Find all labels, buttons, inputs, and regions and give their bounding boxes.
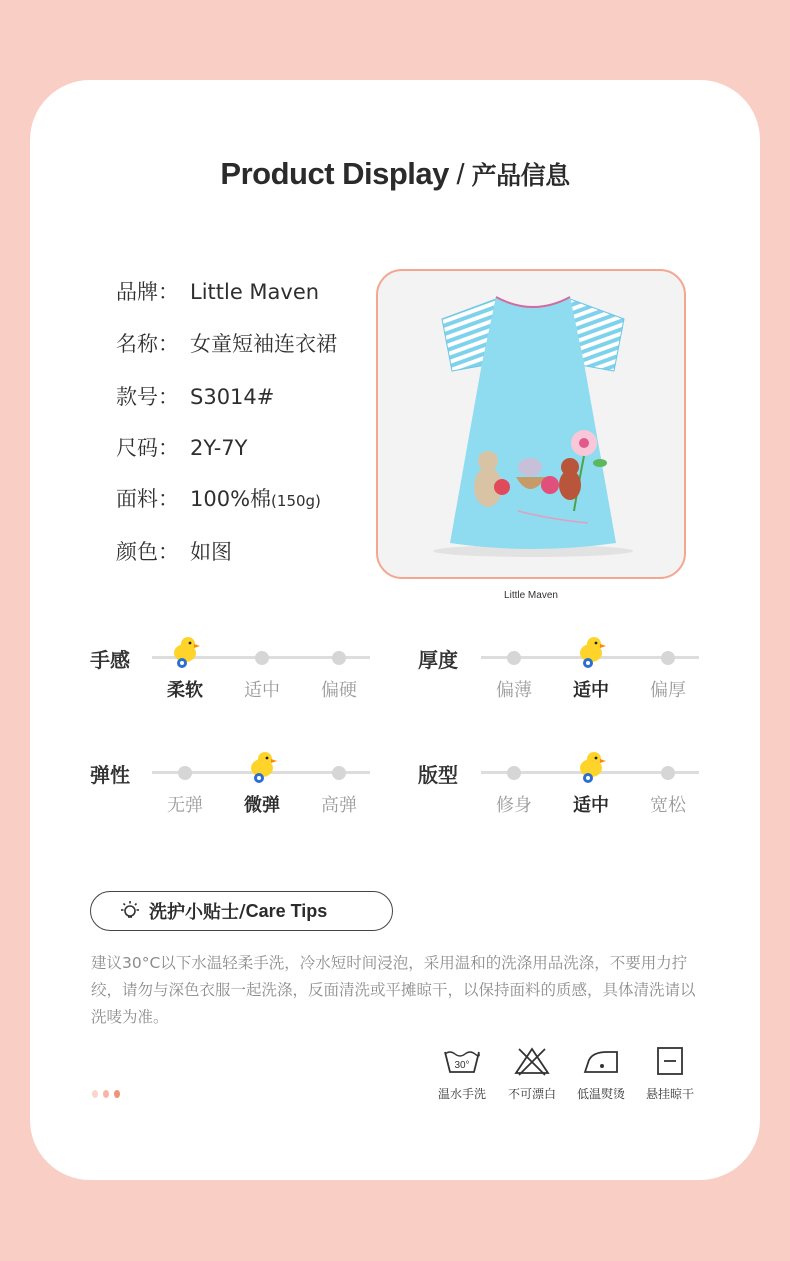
attribute-option: 微弹: [244, 795, 280, 816]
spec-fabric: 面料： 100%棉(150g): [116, 487, 321, 511]
slider-dot: [332, 766, 346, 780]
slider-dot: [332, 651, 346, 665]
slider-dot: [255, 651, 269, 665]
attribute-option: 偏薄: [496, 680, 532, 701]
care-icon-hang-dry: 悬挂晾干: [640, 1046, 700, 1102]
attribute-option: 偏硬: [321, 680, 357, 701]
spec-size: 尺码： 2Y-7Y: [116, 436, 248, 460]
title-separator: /: [448, 159, 472, 191]
attribute-option: 适中: [244, 680, 280, 701]
hang-dry-icon: [650, 1046, 690, 1076]
duck-marker-icon: [574, 635, 608, 671]
pager-dot-2: [103, 1090, 109, 1098]
attribute-option: 偏厚: [650, 680, 686, 701]
spec-style-number: 款号： S3014#: [116, 385, 275, 409]
hand-wash-30-icon: [442, 1046, 482, 1076]
attribute-option: 适中: [573, 680, 609, 701]
svg-text:30°: 30°: [454, 1060, 470, 1071]
slider-dot: [507, 766, 521, 780]
slider-dot: [507, 651, 521, 665]
duck-marker-icon: [574, 750, 608, 786]
attribute-option: 高弹: [321, 795, 357, 816]
care-tips-heading: 洗护小贴士 / Care Tips: [90, 891, 393, 931]
title-chinese: 产品信息: [471, 161, 570, 190]
duck-marker-icon: [168, 635, 202, 671]
attribute-option: 适中: [573, 795, 609, 816]
attribute-label: 手感: [90, 648, 130, 672]
spec-brand: 品牌： Little Maven: [116, 280, 320, 304]
spec-name: 名称： 女童短袖连衣裙: [116, 332, 337, 356]
care-icon-hand-wash: 30° 温水手洗: [432, 1046, 492, 1102]
duck-marker-icon: [245, 750, 279, 786]
lightbulb-icon: [119, 900, 141, 922]
slider-dot: [661, 651, 675, 665]
care-icon-low-iron: 低温熨烫: [571, 1046, 631, 1102]
pager-dot-1: [92, 1090, 98, 1098]
pager-dot-3: [114, 1090, 120, 1098]
attribute-label: 弹性: [90, 763, 130, 787]
slider-dot: [178, 766, 192, 780]
care-icon-no-bleach: 不可漂白: [502, 1046, 562, 1102]
title-english: Product Display: [220, 156, 449, 191]
slider-dot: [661, 766, 675, 780]
photo-caption: Little Maven: [504, 590, 558, 601]
spec-color: 颜色： 如图: [116, 540, 232, 564]
attribute-option: 无弹: [167, 795, 203, 816]
no-bleach-icon: [512, 1046, 552, 1076]
low-iron-icon: [581, 1046, 621, 1076]
attribute-option: 柔软: [167, 680, 203, 701]
attribute-label: 厚度: [418, 648, 458, 672]
page-title: [0, 156, 790, 192]
attribute-option: 宽松: [650, 795, 686, 816]
care-instructions: 建议30°C以下水温轻柔手洗，冷水短时间浸泡，采用温和的洗涤用品洗涤，不要用力拧绞，请勿与深色衣服一起洗涤，反面清洗或平摊晾干，以保持面料的质感，具体清洗请以洗唛为准。: [91, 954, 696, 1026]
dress-illustration: [378, 271, 684, 577]
attribute-option: 修身: [496, 795, 532, 816]
attribute-label: 版型: [418, 763, 458, 787]
product-photo: [376, 269, 686, 579]
